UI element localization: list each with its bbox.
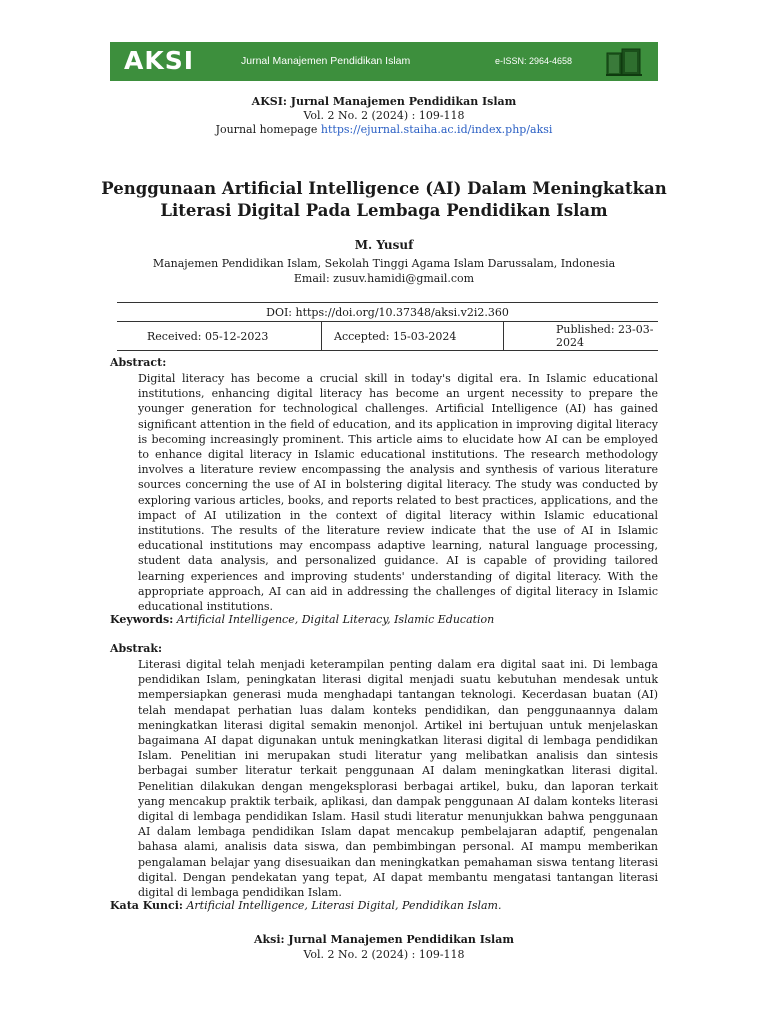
abstract-label: Abstract: <box>110 356 167 369</box>
kata-kunci-values: Artificial Intelligence, Literasi Digital, Pendidikan Islam. <box>186 899 502 912</box>
keywords-label: Keywords: <box>110 613 174 626</box>
journal-logo: AKSI <box>124 46 195 75</box>
journal-homepage <box>0 123 768 136</box>
article-info-table <box>117 302 658 351</box>
doi[interactable]: DOI: https://doi.org/10.37348/aksi.v2i2.360 <box>117 303 658 322</box>
author-email: Email: zusuv.hamidi@gmail.com <box>293 272 475 285</box>
article-title <box>0 178 768 222</box>
journal-title: AKSI: Jurnal Manajemen Pendidikan Islam <box>251 95 517 108</box>
footer-volume: Vol. 2 No. 2 (2024) : 109-118 <box>303 948 465 961</box>
keywords <box>110 613 494 626</box>
homepage-label: Journal homepage <box>215 123 318 136</box>
footer-journal-title: Aksi: Jurnal Manajemen Pendidikan Islam <box>254 933 514 946</box>
published-date: Published: 23-03-2024 <box>504 322 659 351</box>
book-icon <box>604 47 644 77</box>
article-title-line-1: Penggunaan Artificial Intelligence (AI) Dalam Meningkatkan <box>101 179 667 198</box>
author-affiliation: Manajemen Pendidikan Islam, Sekolah Tinggi Agama Islam Darussalam, Indonesia <box>152 257 616 270</box>
banner-issn: e-ISSN: 2964-4658 <box>495 56 573 66</box>
kata-kunci <box>110 899 501 912</box>
journal-banner <box>110 42 658 81</box>
abstrak-label: Abstrak: <box>110 642 163 655</box>
keywords-values: Artificial Intelligence, Digital Literacy, Islamic Education <box>176 613 495 626</box>
author-name: M. Yusuf <box>354 238 414 252</box>
accepted-date: Accepted: 15-03-2024 <box>322 322 504 351</box>
homepage-link[interactable]: https://ejurnal.staiha.ac.id/index.php/aksi <box>320 123 553 136</box>
banner-journal-name: Jurnal Manajemen Pendidikan Islam <box>241 55 411 67</box>
abstrak-text: Literasi digital telah menjadi keterampilan penting dalam era digital saat ini. Di lembaga pendidikan Islam, peningkatan literasi digital menjadi suatu kebutuhan mendesak untuk mempersiapkan generasi muda menghadapi tantangan teknologi. Kecerdasan buatan (AI) telah mendapat perhatian luas dalam konteks pendidikan, dan penggunaannya dalam meningkatkan literasi digital semakin menonjol. Artikel ini bertujuan untuk menjelaskan bagaimana AI dapat digunakan untuk meningkatkan literasi digital di lembaga pendidikan Islam. Penelitian ini merupakan studi literatur yang melibatkan analisis dan sintesis berbagai sumber literatur terkait penggunaan AI dalam meningkatkan literasi digital. Penelitian dilakukan dengan mengeksplorasi berbagai artikel, buku, dan laporan terkait yang mencakup praktik terbaik, aplikasi, dan dampak penggunaan AI dalam konteks literasi digital di lembaga pendidikan Islam. Hasil studi literatur menunjukkan bahwa penggunaan AI dalam lembaga pendidikan Islam dapat mencakup pembelajaran adaptif, pengenalan bahasa alami, analisis data siswa, dan pembimbingan personal. AI mampu memberikan pengalaman belajar yang disesuaikan dan meningkatkan pemahaman siswa tentang literasi digital. Dengan pendekatan yang tepat, AI dapat membantu mengatasi tantangan literasi digital di lembaga pendidikan Islam. <box>138 658 658 900</box>
journal-volume: Vol. 2 No. 2 (2024) : 109-118 <box>303 109 465 122</box>
kata-kunci-label: Kata Kunci: <box>110 899 183 912</box>
article-title-line-2: Literasi Digital Pada Lembaga Pendidikan Islam <box>160 201 608 220</box>
received-date: Received: 05-12-2023 <box>117 322 322 351</box>
abstract-text: Digital literacy has become a crucial skill in today's digital era. In Islamic educational institutions, enhancing digital literacy has become an urgent necessity to prepare the younger generation for technological challenges. Artificial Intelligence (AI) has gained significant attention in the field of education, and its application in improving digital literacy is becoming increasingly prominent. This article aims to elucidate how AI can be employed to enhance digital literacy in Islamic educational institutions. The research methodology involves a literature review encompassing the analysis and synthesis of various literature sources concerning the use of AI in bolstering digital literacy. The study was conducted by exploring various articles, books, and reports related to best practices, applications, and the impact of AI utilization in the context of digital literacy within Islamic educational institutions. The results of the literature review indicate that the use of AI in Islamic educational institutions may encompass adaptive learning, natural language processing, student data analysis, and personalized guidance. AI is capable of providing tailored learning experiences and improving students' understanding of digital literacy. With the appropriate approach, AI can aid in addressing the challenges of digital literacy in Islamic educational institutions. <box>138 372 658 614</box>
